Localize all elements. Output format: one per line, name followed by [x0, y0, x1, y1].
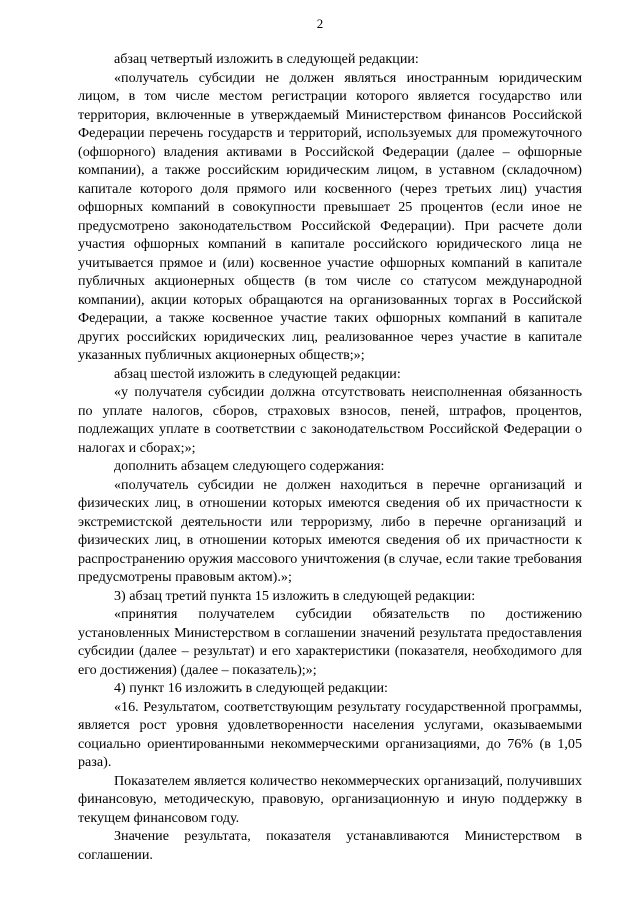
paragraph-10: «16. Результатом, соответствующим результату государственной программы, является рост уровня удовлетворенности населения услугами, оказываемыми социально ориентированными некоммерческими организациями, до 76% (в 1,05 раза).	[78, 698, 582, 770]
document-body	[78, 50, 582, 864]
paragraph-3: абзац шестой изложить в следующей редакции:	[114, 365, 401, 382]
paragraph-9: 4) пункт 16 изложить в следующей редакции:	[114, 680, 388, 696]
paragraph-4: «у получателя субсидии должна отсутствовать неисполненная обязанность по уплате налогов, сборов, страховых взносов, пеней, штрафов, процентов, подлежащих уплате в соответствии с законодательством Российской Федерации о налогах и сборах;»;	[78, 384, 582, 456]
paragraph-11: Показателем является количество некоммерческих организаций, получивших финансовую, методическую, правовую, организационную и иную поддержку в текущем финансовом году.	[78, 772, 582, 826]
paragraph-8: «принятия получателем субсидии обязательств по достижению установленных Министерством в соглашении значений результата предоставления субсидии (далее – результат) и его характеристики (показателя, необходимого для его достижения) (далее – показатель);»;	[78, 606, 582, 678]
paragraph-1: абзац четвертый изложить в следующей редакции:	[114, 51, 419, 67]
paragraph-6: «получатель субсидии не должен находиться в перечне организаций и физических лиц, в отношении которых имеются сведения об их причастности к экстремистской деятельности или терроризму, либо в перечне организаций и физических лиц, в отношении которых имеются сведения об их причастности к распространению оружия массового уничтожения (в случае, если такие требования предусмотрены правовым актом).»;	[78, 476, 582, 585]
page-number: 2	[316, 16, 324, 31]
paragraph-2: «получатель субсидии не должен являться иностранным юридическим лицом, в том числе местом регистрации которого является государство или территория, включенные в утверждаемый Министерством финансов Российской Федерации перечень государств и территорий, используемых для промежуточного (офшорного) владения активами в Российской Федерации (далее – офшорные компании), а также российским юридическим лицом, в уставном (складочном) капитале которого доля прямого или косвенного (через третьих лиц) участия офшорных компаний в совокупности превышает 25 процентов (если иное не предусмотрено законодательством Российской Федерации). При расчете доли участия офшорных компаний в капитале российского юридического лица не учитывается прямое и (или) косвенное участие офшорных компаний в капитале публичных акционерных обществ (в том числе со статусом международной компании), акции которых обращаются на организованных торгах в Российской Федерации, а также косвенное участие таких офшорных компаний в капитале других российских юридических лиц, реализованное через участие в капитале указанных публичных акционерных обществ;»;	[78, 69, 582, 363]
paragraph-7: 3) абзац третий пункта 15 изложить в следующей редакции:	[114, 587, 476, 604]
paragraph-5: дополнить абзацем следующего содержания:	[114, 458, 385, 474]
paragraph-12: Значение результата, показателя устанавливаются Министерством в соглашении.	[78, 828, 582, 863]
